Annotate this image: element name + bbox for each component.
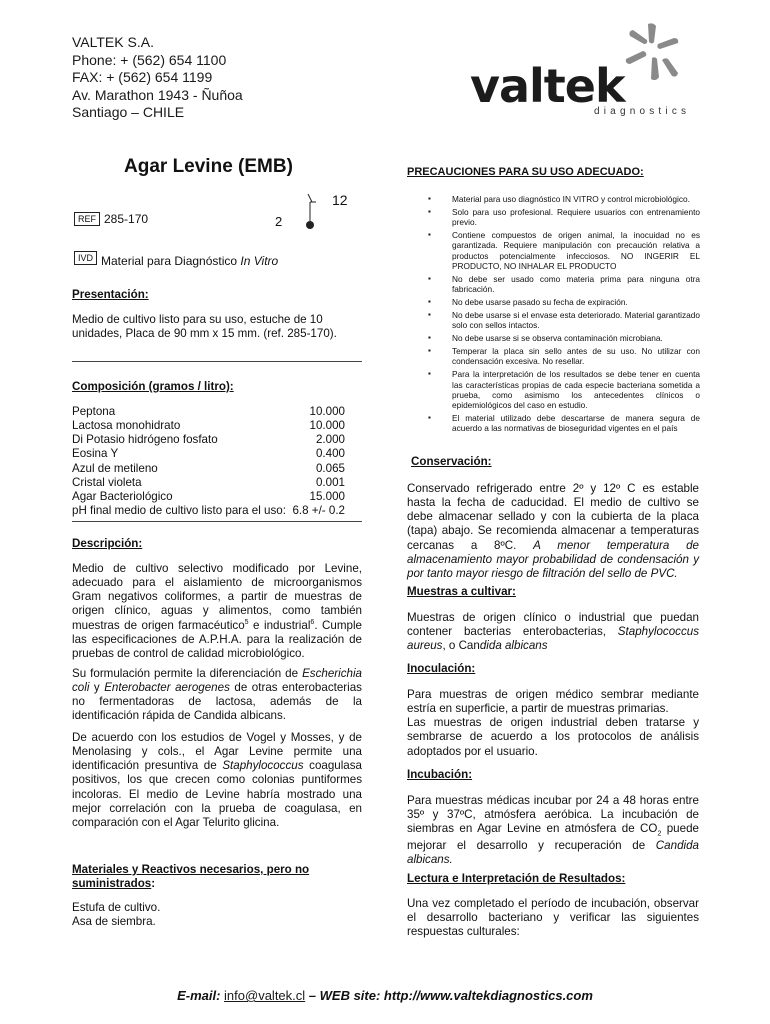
composition-value: 0.400	[315, 447, 345, 461]
composition-value: 10.000	[309, 405, 345, 418]
precaution-item: ▪ El material utilizado debe descartarse de manera segura de acuerdo a las normativas de bioseguridad vigentes en el país	[428, 413, 700, 434]
incubacion-heading: Incubación:	[407, 768, 473, 781]
conservacion-heading: Conservación:	[411, 455, 492, 468]
company-fax: FAX: + (562) 654 1199	[72, 69, 213, 85]
inoculacion-heading: Inoculación:	[407, 662, 476, 675]
precaution-item: ▪ Temperar la placa sin sello antes de su uso. No utilizar con condensación excesiva. No resellar.	[428, 346, 700, 367]
materiales-heading: Materiales y Reactivos necesarios, pero no suministrados:	[72, 863, 310, 891]
composition-row	[72, 419, 345, 433]
logo-subtitle: diagnostics	[594, 106, 691, 117]
composition-row	[72, 462, 345, 476]
ref-value: 285-170	[104, 212, 149, 226]
composition-value: 10.000	[309, 419, 345, 433]
composition-value: 0.065	[315, 461, 345, 475]
precauciones-heading: PRECAUCIONES PARA SU USO ADECUADO:	[407, 166, 644, 178]
composition-value: 2.000	[315, 433, 345, 447]
muestras-text: Muestras de origen clínico o industrial que puedan contener bacterias enterobacterias, Staphylococcus aureus, o Candida albicans	[407, 611, 699, 653]
logo-wordmark: valtek	[470, 59, 625, 113]
ivd-line	[74, 250, 279, 268]
ivd-symbol: IVD	[74, 251, 97, 265]
composition-value: 0.001	[315, 475, 345, 489]
company-address: Av. Marathon 1943 - Ñuñoa	[72, 86, 243, 103]
composition-name: Peptona	[72, 405, 116, 418]
temp-max: 12	[332, 192, 348, 208]
list-item: Asa de siembra.	[72, 915, 156, 929]
email-link[interactable]: info@valtek.cl	[224, 988, 306, 1003]
conservacion-text: Conservado refrigerado entre 2º y 12º C es estable hasta la fecha de caducidad. El medio de cultivo se debe almacenar sellado y con la cubierta de la placa (tapa) abajo. Se recomienda almacenar a temperaturas cercanas a 8ºC. A menor temperatura de almacenamiento mayor probabilidad de condensación y por tanto mayor riesgo de filtración del sello de PVC.	[407, 482, 700, 580]
descripcion-paragraph-3: De acuerdo con los estudios de Vogel y Mosses, y de Menolasing y cols., el Agar Levine permite una identificación presuntiva de Staphylococcus coagulasa positivos, los que crecen como colonias puntiformes incoloras. El medio de Levine habría mostrado una mejor correlación con la prueba de coagulasa, en comparación con el Agar Telurito glicina.	[72, 731, 363, 829]
composition-name: Agar Bacteriológico	[72, 489, 173, 503]
composition-name: pH final medio de cultivo listo para el uso:	[72, 503, 286, 517]
precaution-item: ▪ No debe usarse si se observa contaminación microbiana.	[428, 333, 700, 343]
lectura-text: Una vez completado el período de incubación, observar el desarrollo bacteriano y verificar las siguientes respuestas culturales:	[407, 897, 699, 939]
product-title: Agar Levine (EMB)	[124, 156, 293, 177]
incubacion-text: Para muestras médicas incubar por 24 a 48 horas entre 35º y 37ºC, atmósfera aeróbica. La incubación de siembras en Agar Levine en atmósfera de $CO_2$ puede mejorar el desarrollo y recuperación de Candida albicans.	[407, 794, 699, 867]
precaution-item: ▪ No debe ser usado como materia prima para ninguna otra fabricación.	[428, 274, 700, 295]
composicion-heading: Composición (gramos / litro):	[72, 380, 234, 393]
precauciones-list	[428, 194, 700, 436]
precaution-item: ▪ Material para uso diagnóstico IN VITRO y control microbiológico.	[428, 194, 700, 204]
ref-line	[74, 212, 148, 227]
composition-row	[72, 405, 345, 419]
company-header	[72, 34, 243, 122]
precaution-item: ▪ No debe usarse pasado su fecha de expiración.	[428, 297, 700, 307]
composition-value: 15.000	[309, 489, 345, 503]
temp-min: 2	[275, 214, 283, 229]
composition-name: Azul de metileno	[72, 461, 158, 475]
lectura-heading: Lectura e Interpretación de Resultados:	[407, 872, 626, 885]
list-item: Estufa de cultivo.	[72, 901, 161, 914]
composicion-table	[72, 405, 345, 518]
precaution-item: ▪ Contiene compuestos de origen animal, la inocuidad no es garantizada. Requiere manipulación con precaución relativa a productos potencialmente infecciosos. NO INGERIR EL PRODUCTO, NO INHALAR EL PRODUCTO	[428, 230, 700, 271]
composition-row	[72, 504, 345, 518]
composition-name: Di Potasio hidrógeno fosfato	[72, 433, 218, 447]
cross-petals-icon	[622, 22, 684, 84]
descripcion-paragraph-2: Su formulación permite la diferenciación de Escherichia coli y Enterobacter aerogenes de otras enterobacterias no fermentadoras de lactosa, además de la identificación rápida de Candida albicans.	[72, 667, 362, 723]
company-city: Santiago – CHILE	[72, 104, 185, 120]
footer: E-mail: info@valtek.cl – WEB site: http://www.valtekdiagnostics.com	[177, 988, 593, 1003]
composition-name: Lactosa monohidrato	[72, 419, 181, 433]
composition-name: Cristal violeta	[72, 475, 142, 489]
composition-row	[72, 490, 345, 504]
ivd-text: Material para Diagnóstico In Vitro	[101, 254, 279, 268]
composition-name: Eosina Y	[72, 447, 119, 461]
temperature-limit-icon	[300, 192, 324, 232]
materiales-list	[72, 901, 362, 929]
composition-row	[72, 447, 345, 461]
presentacion-heading: Presentación:	[72, 288, 149, 301]
muestras-heading: Muestras a cultivar:	[407, 585, 516, 598]
precaution-item: ▪ No debe usarse si el envase esta deteriorado. Material garantizado solo con sellos intactos.	[428, 310, 700, 331]
divider	[72, 521, 362, 522]
company-name: VALTEK S.A.	[72, 34, 154, 50]
ref-symbol: REF	[74, 212, 100, 226]
composition-value: 6.8 +/- 0.2	[292, 503, 345, 517]
descripcion-paragraph-1: Medio de cultivo selectivo modificado por Levine, adecuado para el aislamiento de microorganismos Gram negativos coliformes, a partir de muestras de origen clínico, aguas y alimentos, como también muestras de origen farmacéutico$^5$ e industrial$^6$. Cumple las especificaciones de A.P.H.A. para la realización de pruebas de control de calidad microbiológico.	[72, 562, 362, 660]
presentacion-text: Medio de cultivo listo para su uso, estuche de 10 unidades, Placa de 90 mm x 15 mm. (ref. 285-170).	[72, 313, 337, 341]
divider	[72, 361, 362, 362]
descripcion-heading: Descripción:	[72, 537, 143, 550]
precaution-item: ▪ Solo para uso profesional. Requiere usuarios con entrenamiento previo.	[428, 207, 700, 228]
composition-row	[72, 433, 345, 447]
inoculacion-text: Para muestras de origen médico sembrar mediante estría en superficie, a partir de muestras primarias. Las muestras de origen industrial deben tratarse y sembrarse de acuerdo a los protocolos de análisis adoptados por el usuario.	[407, 688, 699, 758]
composition-row	[72, 476, 345, 490]
company-phone: Phone: + (562) 654 1100	[72, 51, 227, 68]
precaution-item: ▪ Para la interpretación de los resultados se debe tener en cuenta las características propias de cada especie bacteriana sometida a prueba, como asimismo los antecedentes clínicos o epidemiológicos del caso en estudio.	[428, 369, 700, 410]
